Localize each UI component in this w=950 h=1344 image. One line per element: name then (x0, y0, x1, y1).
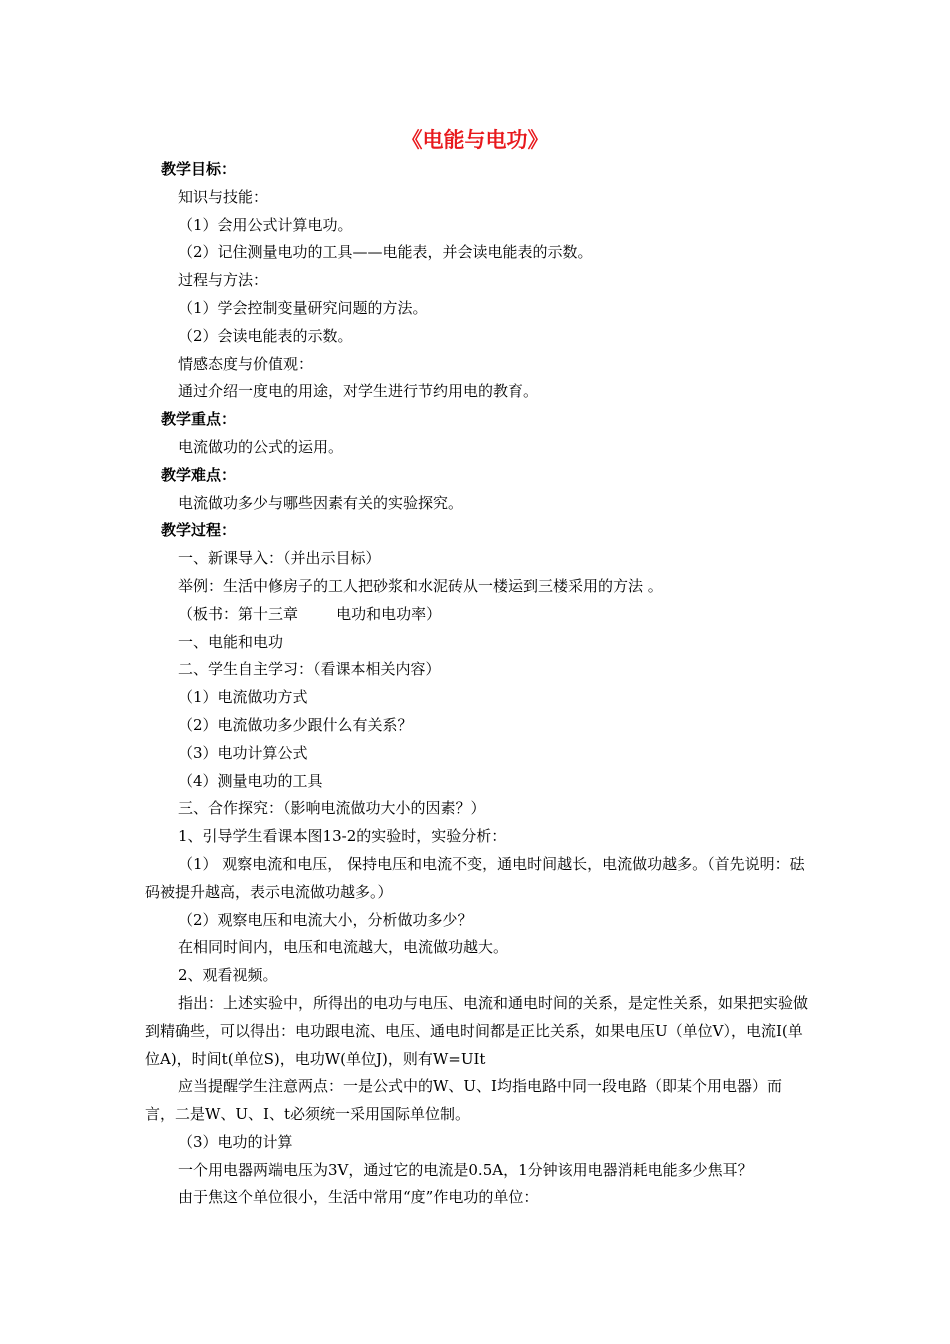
text-line: （2）记住测量电功的工具——电能表，并会读电能表的示数。 (178, 243, 593, 262)
text-line: 一个用电器两端电压为3V，通过它的电流是0.5A，1分钟该用电器消耗电能多少焦耳？ (178, 1160, 753, 1179)
text-line: （3）电功的计算 (178, 1132, 293, 1151)
text-line: 1、引导学生看课本图13-2的实验时，实验分析： (178, 827, 507, 846)
text-line: （4）测量电功的工具 (178, 771, 323, 790)
section-heading: 教学难点： (161, 465, 237, 484)
text-line: 在相同时间内，电压和电流越大，电流做功越大。 (178, 938, 509, 957)
section-heading: 教学过程： (161, 521, 237, 540)
text-line: （1） 观察电流和电压， 保持电压和电流不变，通电时间越长，电流做功越多。（首先说明：砝码被提升越高，表示电流做功越多。） (145, 854, 805, 901)
text-line: 过程与方法： (178, 271, 269, 290)
text-line: （2）会读电能表的示数。 (178, 326, 353, 345)
text-line: 知识与技能： (178, 187, 269, 206)
text-line: 一、电能和电功 (178, 632, 284, 651)
text-line: 应当提醒学生注意两点：一是公式中的W、U、I均指电路中同一段电路（即某个用电器）而言，二是W、U、I、t必须统一采用国际单位制。 (145, 1077, 782, 1124)
text-line: 指出：上述实验中，所得出的电功与电压、电流和通电时间的关系，是定性关系，如果把实验做到精确些，可以得出：电功跟电流、电压、通电时间都是正比关系，如果电压U（单位V），电流I(单位A)，时间t(单位S)，电功W(单位J)，则有W=UIt (145, 993, 809, 1068)
text-line: （2）电流做功多少跟什么有关系？ (178, 715, 413, 734)
text-line: 二、学生自主学习：（看课本相关内容） (178, 660, 441, 679)
text-line: （2）观察电压和电流大小，分析做功多少？ (178, 910, 473, 929)
section-heading: 教学目标： (161, 160, 237, 178)
document-title: 《电能与电功》 (401, 128, 549, 152)
text-line: 电流做功的公式的运用。 (178, 437, 344, 456)
text-line: 三、合作探究：（影响电流做功大小的因素？） (178, 799, 486, 818)
text-line: （1）学会控制变量研究问题的方法。 (178, 298, 428, 317)
text-line: （1）会用公式计算电功。 (178, 215, 353, 234)
text-line: 由于焦这个单位很小，生活中常用“度”作电功的单位： (178, 1188, 539, 1207)
text-line: （3）电功计算公式 (178, 743, 308, 762)
text-line: 通过介绍一度电的用途，对学生进行节约用电的教育。 (178, 382, 539, 401)
text-line: 一、新课导入：（并出示目标） (178, 549, 381, 568)
text-line: （1）电流做功方式 (178, 688, 308, 707)
document-body (145, 156, 810, 1212)
text-line: 情感态度与价值观： (178, 354, 314, 373)
section-heading: 教学重点： (161, 410, 237, 429)
text-line: （板书：第十三章 电功和电功率） (178, 604, 442, 623)
text-line: 举例：生活中修房子的工人把砂浆和水泥砖从一楼运到三楼采用的方法 。 (178, 576, 663, 595)
text-line: 2、观看视频。 (178, 966, 278, 985)
text-line: 电流做功多少与哪些因素有关的实验探究。 (178, 493, 464, 512)
